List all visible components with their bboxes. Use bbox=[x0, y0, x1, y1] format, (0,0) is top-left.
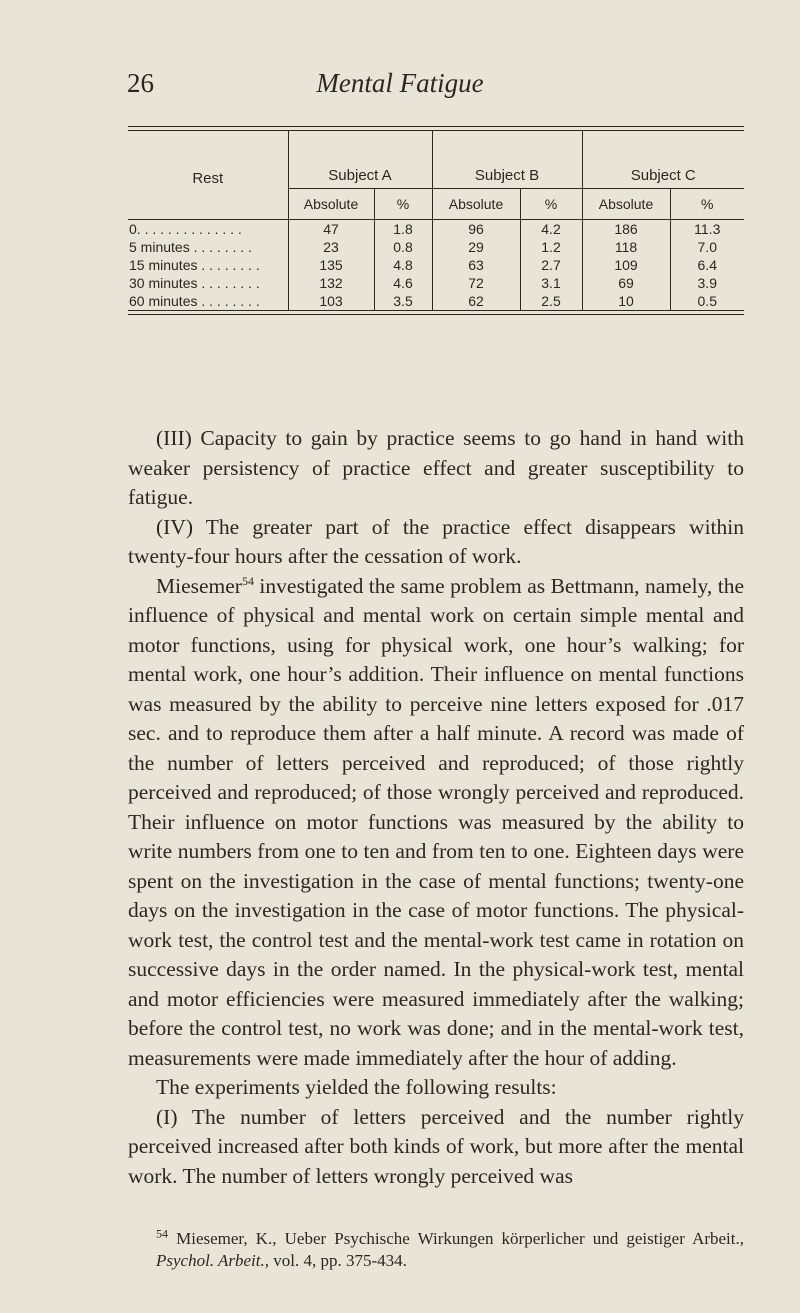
cell: 6.4 bbox=[670, 256, 744, 274]
author-name: Miesemer bbox=[156, 573, 242, 598]
subject-c-header: Subject C bbox=[582, 131, 744, 189]
cell: 135 bbox=[288, 256, 374, 274]
cell: 0.5 bbox=[670, 292, 744, 310]
cell: 1.2 bbox=[520, 238, 582, 256]
subject-a-header: Subject A bbox=[288, 131, 432, 189]
table-row bbox=[128, 238, 744, 256]
cell: 72 bbox=[432, 274, 520, 292]
cell: 3.9 bbox=[670, 274, 744, 292]
paragraph-miesemer bbox=[128, 572, 744, 1074]
cell: 96 bbox=[432, 220, 520, 239]
subject-c-absolute-header: Absolute bbox=[582, 189, 670, 220]
cell: 186 bbox=[582, 220, 670, 239]
table-bottom-rule bbox=[128, 310, 744, 315]
journal-title: Psychol. Arbeit., bbox=[156, 1251, 269, 1270]
cell: 4.8 bbox=[374, 256, 432, 274]
paragraph-iv: (IV) The greater part of the practice effect disappears within twenty-four hours after the cessation of work. bbox=[128, 514, 744, 568]
footnote-citation: vol. 4, pp. 375-434. bbox=[269, 1251, 407, 1270]
subject-b-absolute-header: Absolute bbox=[432, 189, 520, 220]
cell: 62 bbox=[432, 292, 520, 310]
cell: 109 bbox=[582, 256, 670, 274]
cell: 0.8 bbox=[374, 238, 432, 256]
page-header bbox=[0, 68, 800, 108]
table-row bbox=[128, 292, 744, 310]
footnote-mark: 54 bbox=[156, 1226, 168, 1241]
cell: 23 bbox=[288, 238, 374, 256]
cell: 4.2 bbox=[520, 220, 582, 239]
cell: 1.8 bbox=[374, 220, 432, 239]
footnote-reference: 54 bbox=[241, 573, 254, 588]
table-row bbox=[128, 220, 744, 239]
paragraph-results-intro: The experiments yielded the following results: bbox=[156, 1075, 557, 1099]
cell: 2.7 bbox=[520, 256, 582, 274]
subject-a-percent-header: % bbox=[374, 189, 432, 220]
row-label: 60 minutes . . . . . . . . bbox=[129, 293, 260, 309]
table-row bbox=[128, 256, 744, 274]
footnote-text: Miesemer, K., Ueber Psychische Wirkungen körperlicher und geistiger Arbeit., bbox=[168, 1229, 744, 1248]
cell: 47 bbox=[288, 220, 374, 239]
cell: 2.5 bbox=[520, 292, 582, 310]
body-text bbox=[128, 424, 744, 1191]
paragraph-iii: (III) Capacity to gain by practice seems to go hand in hand with weaker persistency of practice effect and greater susceptibility to fatigue. bbox=[128, 426, 744, 509]
cell: 118 bbox=[582, 238, 670, 256]
row-label: 15 minutes . . . . . . . . bbox=[129, 257, 260, 273]
cell: 69 bbox=[582, 274, 670, 292]
running-title: Mental Fatigue bbox=[316, 68, 484, 98]
table-row bbox=[128, 274, 744, 292]
subject-a-absolute-header: Absolute bbox=[288, 189, 374, 220]
cell: 4.6 bbox=[374, 274, 432, 292]
cell: 10 bbox=[582, 292, 670, 310]
page-number: 26 bbox=[127, 68, 154, 98]
rest-header: Rest bbox=[128, 131, 288, 220]
cell: 103 bbox=[288, 292, 374, 310]
cell: 7.0 bbox=[670, 238, 744, 256]
cell: 3.5 bbox=[374, 292, 432, 310]
row-label: 0. . . . . . . . . . . . . . bbox=[129, 221, 242, 237]
cell: 132 bbox=[288, 274, 374, 292]
cell: 29 bbox=[432, 238, 520, 256]
results-table bbox=[128, 126, 744, 315]
row-label: 5 minutes . . . . . . . . bbox=[129, 239, 252, 255]
row-label: 30 minutes . . . . . . . . bbox=[129, 275, 260, 291]
paragraph-result-i: (I) The number of letters perceived and the number rightly perceived increased after both kinds of work, but more after the mental work. The number of letters wrongly perceived was bbox=[128, 1104, 744, 1188]
cell: 11.3 bbox=[670, 220, 744, 239]
subject-c-percent-header: % bbox=[670, 189, 744, 220]
cell: 63 bbox=[432, 256, 520, 274]
cell: 3.1 bbox=[520, 274, 582, 292]
subject-b-percent-header: % bbox=[520, 189, 582, 220]
subject-b-header: Subject B bbox=[432, 131, 582, 189]
paragraph-body: investigated the same problem as Bettmann, namely, the influence of physical and mental work on certain simple mental and motor functions, using for physical work, one hour’s walking; for mental work, one hour’s addition. Their influence on mental functions was measured by the ability to perceive nine letters exposed for .017 sec. and to reproduce them after a half minute. A record was made of the number of letters perceived and reproduced; of those rightly perceived and reproduced; of those wrongly perceived and reproduced. Their influence on motor functions was measured by the ability to write numbers from one to ten and from ten to one. Eighteen days were spent on the investigation in the case of mental functions; twenty-one days on the investigation in the case of motor functions. The physical-work test, the control test and the mental-work test came in rotation on successive days in the order named. In the physical-work test, mental and motor efficiencies were measured immediately after the walking; before the control test, no work was done; and in the mental-work test, measurements were made immediately after the hour of adding. bbox=[128, 573, 744, 1070]
footnote bbox=[128, 1228, 744, 1272]
